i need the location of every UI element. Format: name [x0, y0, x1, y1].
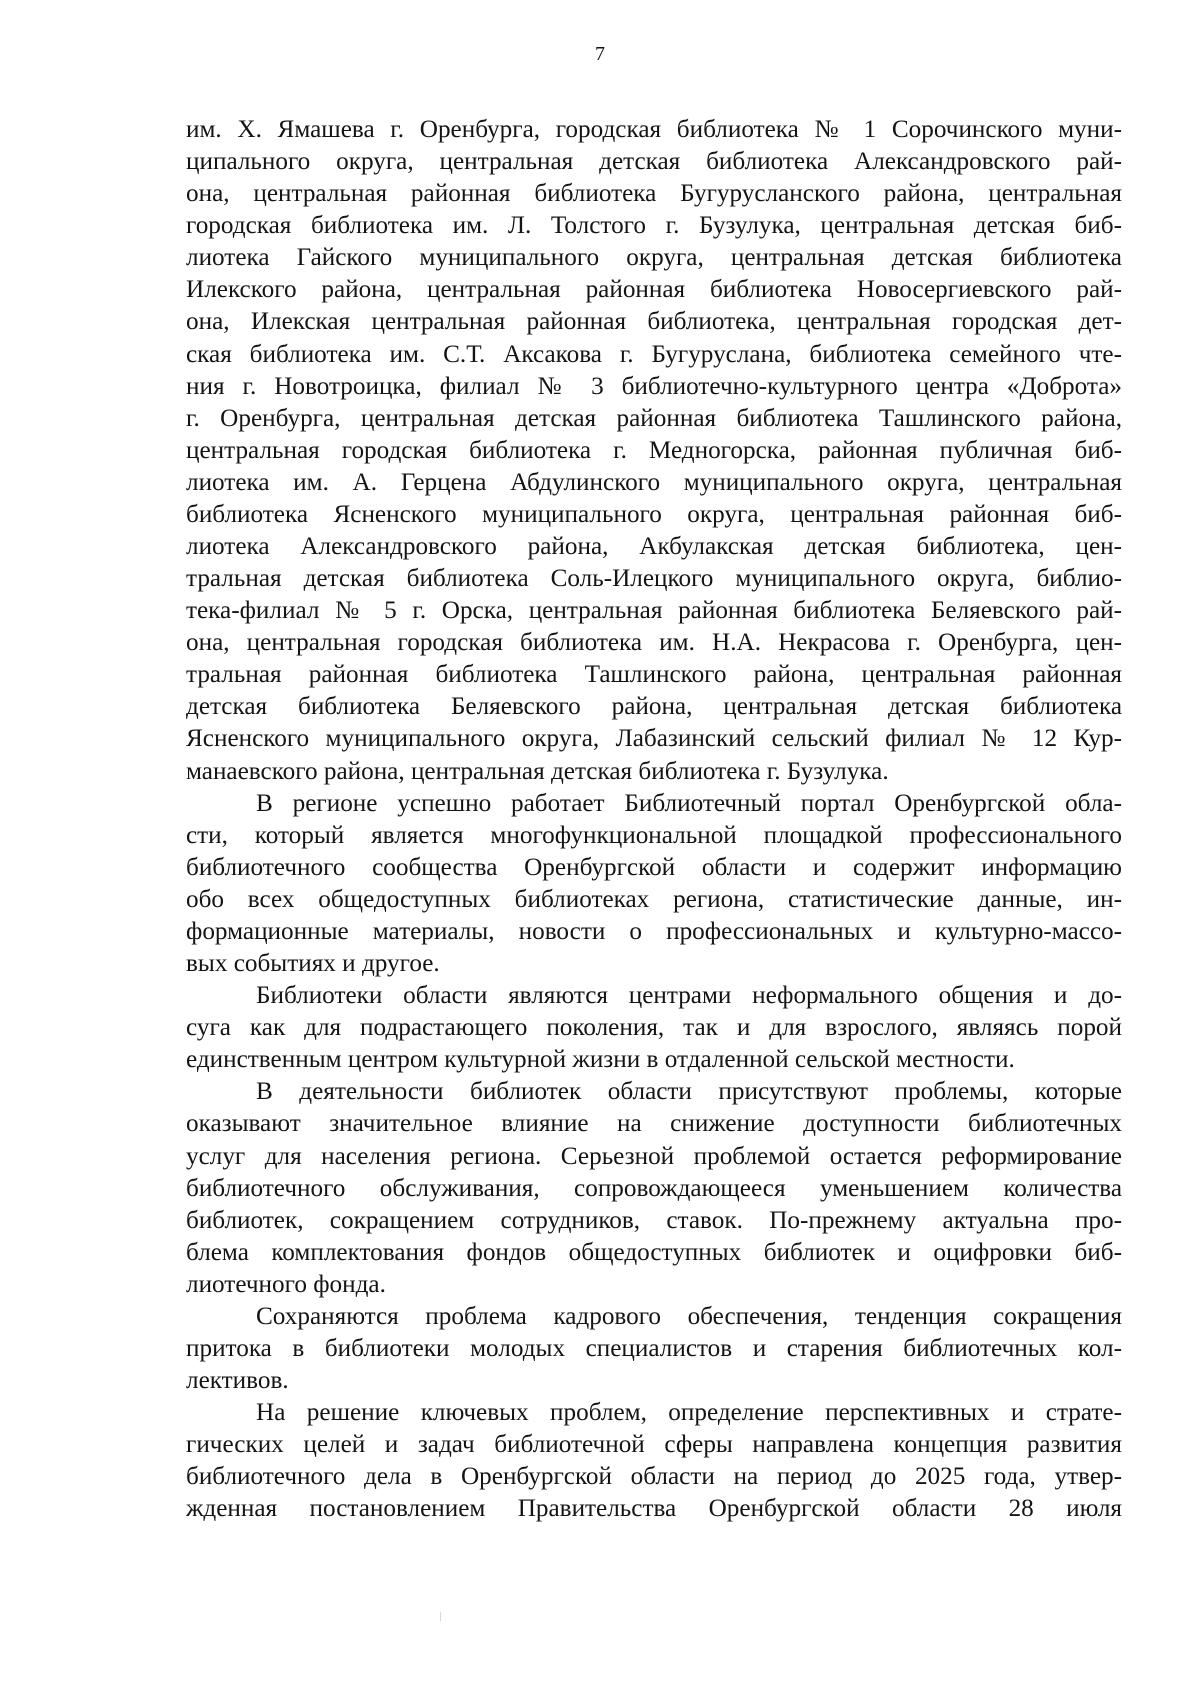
- text-line: лиотека им. А. Герцена Абдулинского муниципального округа, центральная: [186, 468, 1122, 496]
- paragraph-p5: [186, 1301, 1122, 1397]
- text-line: оказывают значительное влияние на снижение доступности библиотечных: [186, 1110, 1122, 1138]
- text-line: притока в библиотеки молодых специалистов и старения библиотечных кол-: [186, 1334, 1122, 1362]
- text-line: обо всех общедоступных библиотеках региона, статистические данные, ин-: [186, 885, 1122, 913]
- paragraph-p1: [186, 114, 1122, 788]
- text-line: вых событиях и другое.: [186, 950, 440, 978]
- text-line: лиотека Гайского муниципального округа, центральная детская библиотека: [186, 244, 1122, 272]
- text-line: тральная детская библиотека Соль-Илецкого муниципального округа, библио-: [186, 565, 1122, 593]
- paragraph-p3: [186, 980, 1122, 1076]
- text-line: формационные материалы, новости о профессиональных и культурно-массо-: [186, 917, 1122, 945]
- text-line: единственным центром культурной жизни в отдаленной сельской местности.: [186, 1046, 1015, 1074]
- text-line: библиотека Ясненского муниципального округа, центральная районная биб-: [186, 500, 1122, 528]
- text-line: центральная городская библиотека г. Медногорска, районная публичная биб-: [186, 436, 1122, 464]
- text-line: она, Илекская центральная районная библиотека, центральная городская дет-: [186, 308, 1122, 336]
- text-line: библиотек, сокращением сотрудников, ставок. По-прежнему актуальна про-: [186, 1206, 1122, 1234]
- scan-artifact: [440, 1612, 441, 1621]
- text-line: блема комплектования фондов общедоступных библиотек и оцифровки биб-: [186, 1238, 1122, 1266]
- text-line: Илекского района, центральная районная библиотека Новосергиевского рай-: [186, 276, 1122, 304]
- text-line: она, центральная городская библиотека им. Н.А. Некрасова г. Оренбурга, цен-: [186, 629, 1122, 657]
- text-line: ципального округа, центральная детская библиотека Александровского рай-: [186, 148, 1122, 176]
- text-line: манаевского района, центральная детская библиотека г. Бузулука.: [186, 757, 889, 785]
- text-line: сти, который является многофункциональной площадкой профессионального: [186, 821, 1122, 849]
- text-line: библиотечного сообщества Оренбургской области и содержит информацию: [186, 853, 1122, 881]
- text-line: городская библиотека им. Л. Толстого г. Бузулука, центральная детская биб-: [186, 212, 1122, 240]
- text-line: В деятельности библиотек области присутствуют проблемы, которые: [256, 1078, 1122, 1106]
- text-line: В регионе успешно работает Библиотечный портал Оренбургской обла-: [256, 789, 1122, 817]
- text-line: им. Х. Ямашева г. Оренбурга, городская библиотека № 1 Сорочинского муни-: [186, 116, 1122, 143]
- text-line: жденная постановлением Правительства Оренбургской области 28 июля: [186, 1495, 1122, 1523]
- text-line: гических целей и задач библиотечной сферы направлена концепция развития: [186, 1431, 1122, 1459]
- paragraph-p2: [186, 788, 1122, 980]
- text-line: Библиотеки области являются центрами неформального общения и до-: [256, 982, 1122, 1010]
- text-line: Сохраняются проблема кадрового обеспечения, тенденция сокращения: [256, 1302, 1122, 1330]
- text-line: ния г. Новотроицка, филиал № 3 библиотечно-культурного центра «Доброта»: [186, 372, 1122, 400]
- text-line: На решение ключевых проблем, определение перспективных и страте-: [256, 1399, 1122, 1427]
- paragraph-p6: [186, 1397, 1122, 1525]
- text-line: ская библиотека им. С.Т. Аксакова г. Бугуруслана, библиотека семейного чте-: [186, 340, 1122, 368]
- text-line: Ясненского муниципального округа, Лабазинский сельский филиал № 12 Кур-: [186, 725, 1122, 753]
- text-line: она, центральная районная библиотека Бугурусланского района, центральная: [186, 180, 1122, 208]
- text-line: лективов.: [186, 1367, 289, 1395]
- text-line: суга как для подрастающего поколения, так и для взрослого, являясь порой: [186, 1014, 1122, 1042]
- text-line: тральная районная библиотека Ташлинского района, центральная районная: [186, 661, 1122, 689]
- text-line: услуг для населения региона. Серьезной проблемой остается реформирование: [186, 1142, 1122, 1170]
- text-line: библиотечного обслуживания, сопровождающееся уменьшением количества: [186, 1174, 1122, 1202]
- text-line: детская библиотека Беляевского района, центральная детская библиотека: [186, 693, 1122, 721]
- text-line: г. Оренбурга, центральная детская районная библиотека Ташлинского района,: [186, 404, 1122, 432]
- paragraph-p4: [186, 1076, 1122, 1301]
- page-number: 7: [595, 43, 605, 65]
- text-line: лиотечного фонда.: [186, 1270, 386, 1298]
- text-line: тека-филиал № 5 г. Орска, центральная районная библиотека Беляевского рай-: [186, 597, 1122, 625]
- text-line: лиотека Александровского района, Акбулакская детская библиотека, цен-: [186, 533, 1122, 561]
- text-line: библиотечного дела в Оренбургской области на период до 2025 года, утвер-: [186, 1463, 1122, 1491]
- document-body: [186, 114, 1122, 1525]
